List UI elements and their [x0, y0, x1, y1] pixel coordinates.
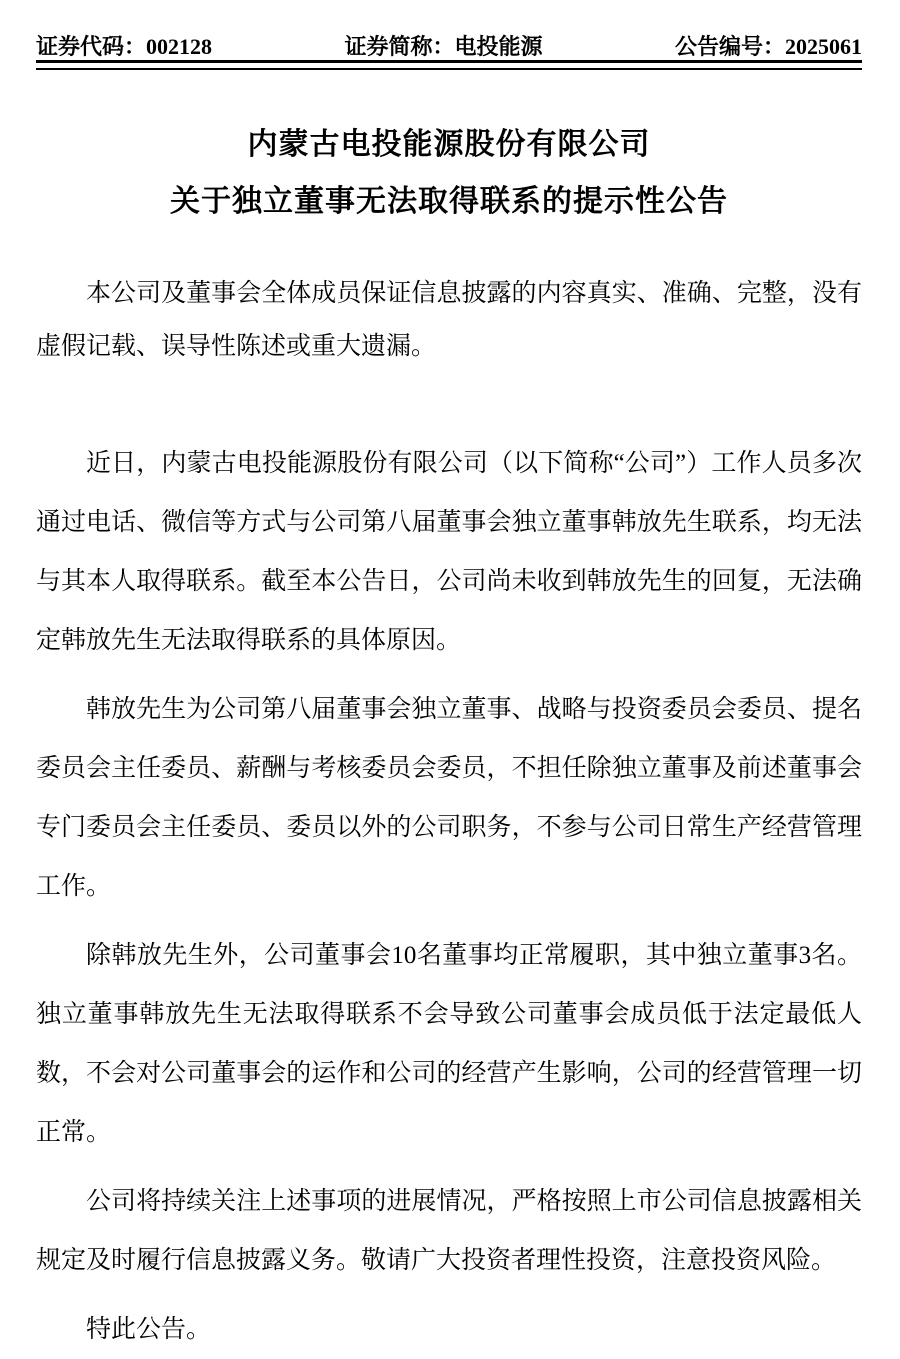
stock-code-label: 证券代码：: [36, 34, 147, 59]
stock-name-value: 电投能源: [454, 34, 543, 59]
announcement-no-segment: [675, 34, 862, 59]
body-paragraph-closing: 特此公告。: [86, 1316, 212, 1343]
document-body: [36, 434, 862, 1359]
body-paragraph: 公司将持续关注上述事项的进展情况，严格按照上市公司信息披露相关规定及时履行信息披露义务。敬请广大投资者理性投资，注意投资风险。: [36, 1188, 862, 1274]
body-paragraph: 韩放先生为公司第八届董事会独立董事、战略与投资委员会委员、提名委员会主任委员、薪酬与考核委员会委员，不担任除独立董事及前述董事会专门委员会主任委员、委员以外的公司职务，不参与公司日常生产经营管理工作。: [36, 696, 862, 900]
announcement-no-label: 公告编号：: [674, 34, 785, 59]
stock-name-label: 证券简称：: [344, 34, 455, 59]
header-double-rule: [36, 63, 862, 70]
body-paragraph: 除韩放先生外，公司董事会10名董事均正常履职，其中独立董事3名。独立董事韩放先生无法取得联系不会导致公司董事会成员低于法定最低人数，不会对公司董事会的运作和公司的经营产生影响，公司的经营管理一切正常。: [36, 942, 862, 1146]
stock-name-segment: [344, 34, 542, 59]
document-title: [36, 116, 862, 230]
document-header: [36, 34, 862, 63]
stock-code-value: 002128: [146, 34, 213, 59]
announcement-no-value: 2025061: [785, 34, 862, 59]
stock-code-segment: [36, 34, 212, 59]
title-company-name: 内蒙古电投能源股份有限公司: [247, 128, 651, 161]
disclaimer-paragraph: 本公司及董事会全体成员保证信息披露的内容真实、准确、完整，没有虚假记载、误导性陈述或重大遗漏。: [36, 280, 862, 360]
title-announcement-subject: 关于独立董事无法取得联系的提示性公告: [170, 185, 728, 218]
body-paragraph: 近日，内蒙古电投能源股份有限公司（以下简称“公司”）工作人员多次通过电话、微信等方式与公司第八届董事会独立董事韩放先生联系，均无法与其本人取得联系。截至本公告日，公司尚未收到韩放先生的回复，无法确定韩放先生无法取得联系的具体原因。: [36, 450, 862, 654]
